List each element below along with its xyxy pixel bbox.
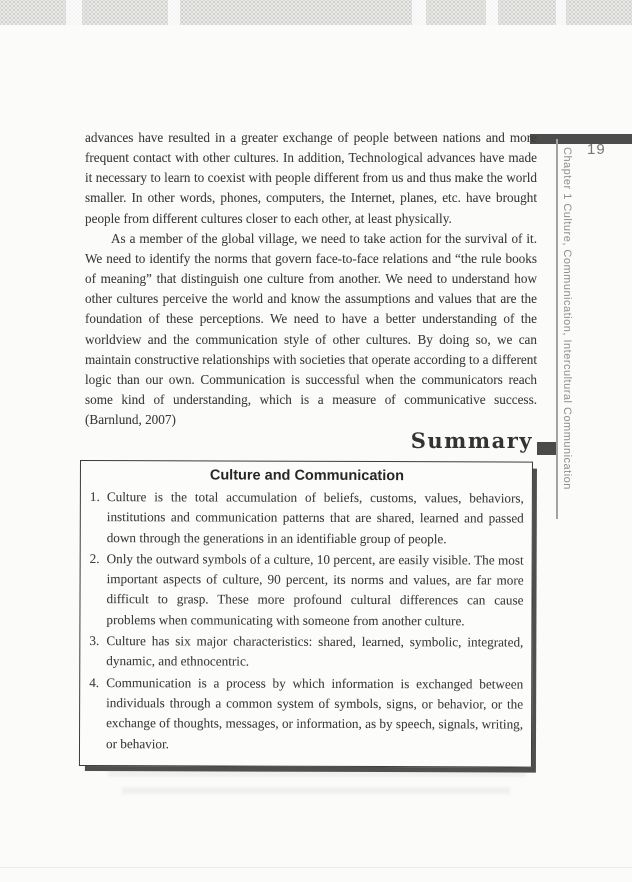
summary-item-4 xyxy=(89,673,523,756)
scan-artifact-gap xyxy=(412,0,426,25)
item-text: Culture is the total accumulation of beliefs, customs, values, behaviors, institutions and communication patterns that are shared, learned and passed down through the generations in an identifiable group of people. xyxy=(106,489,524,546)
scan-artifact-gap xyxy=(168,0,180,25)
summary-box xyxy=(79,460,533,767)
bleed-through-artifact xyxy=(122,787,510,794)
paragraph-1: advances have resulted in a greater exchange of people between nations and more frequent contact with other cultures. In addition, Technological advances have made it necessary to learn to coexist with people different from us and thus make the world smaller. In other words, phones, computers, the Internet, planes, etc. have brought people from different cultures closer to each other, at least physically. xyxy=(85,130,537,226)
top-accent-bar xyxy=(530,134,632,144)
chapter-sidebar-title: Chapter 1 Culture, Communication, Intercultural Communication xyxy=(561,147,573,490)
body-text-block xyxy=(85,128,537,430)
summary-heading: Summary xyxy=(410,428,533,453)
item-text: Communication is a process by which information is exchanged between individuals through a common system of symbols, signs, or behavior, or the exchange of thoughts, messages, or information, as by speech, signals, writing, or behavior. xyxy=(105,674,524,751)
sidebar-divider-line xyxy=(556,139,558,519)
page-number: 19 xyxy=(587,141,606,158)
item-number: 3. xyxy=(89,633,100,649)
summary-item-2 xyxy=(89,549,523,632)
scan-artifact-line xyxy=(0,867,632,868)
item-text: Only the outward symbols of a culture, 10 percent, are easily visible. The most important aspects of culture, 90 percent, its norms and values, are far more difficult to grasp. These more profound cultural differences can cause problems when communicating with someone from another culture. xyxy=(106,550,524,629)
summary-accent-bar xyxy=(537,442,558,455)
scan-artifact-gap xyxy=(66,0,82,25)
scan-artifact-gap xyxy=(556,0,566,25)
summary-box-title: Culture and Communication xyxy=(209,467,405,485)
item-number: 4. xyxy=(89,674,100,690)
item-text: Culture has six major characteristics: shared, learned, symbolic, integrated, dynamic, and ethnocentric. xyxy=(106,633,524,669)
item-number: 2. xyxy=(89,550,100,566)
bleed-through-artifact xyxy=(108,770,526,777)
scan-artifact-top-strip xyxy=(0,0,632,25)
summary-item-1 xyxy=(90,487,524,549)
paragraph-2: As a member of the global village, we need to take action for the survival of it. We need to identify the norms that govern face-to-face relations and “the rule books of meaning” that distinguish one culture from another. We need to understand how other cultures perceive the world and know the assumptions and values that are the foundation of these perceptions. We need to have a better understanding of the worldview and the communication style of other cultures. By doing so, we can maintain constructive relationships with societies that operate according to a different logic than our own. Communication is successful when the communicators reach some kind of understanding, which is a measure of communicative success. (Barnlund, 2007) xyxy=(85,230,537,428)
scan-artifact-gap xyxy=(486,0,498,25)
item-number: 1. xyxy=(89,489,100,505)
summary-item-3 xyxy=(89,631,523,673)
